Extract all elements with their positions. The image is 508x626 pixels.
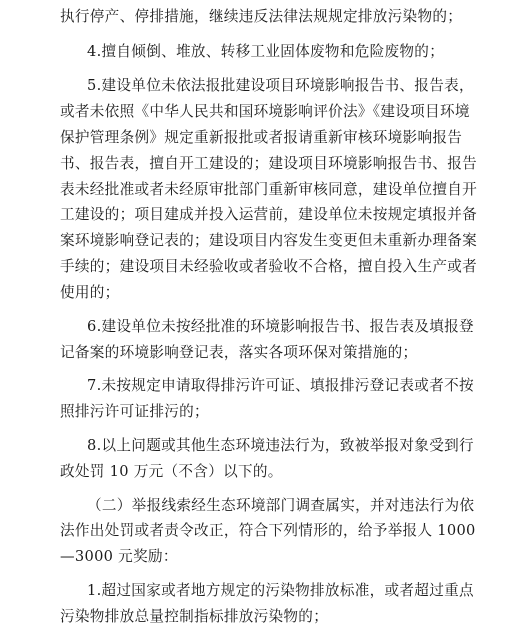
list-item-6: 6.建设单位未按经批准的环境影响报告书、报告表及填报登 [87,318,474,335]
text-line: —3000 元奖励： [60,548,178,565]
text-line: 或者未依照《中华人民共和国环境影响评价法》《建设项目环境 [60,103,470,120]
text-line: 法作出处罚或者责令改正，符合下列情形的，给予举报人 1000 [60,522,476,539]
text-line: 执行停产、停排措施，继续违反法律法规规定排放污染物的； [60,8,463,25]
text-line: 政处罚 10 万元（不含）以下的。 [60,463,283,480]
list-item-5: 5.建设单位未依法报批建设项目环境影响报告书、报告表， [87,77,474,94]
text-line: 使用的； [60,284,120,301]
text-line: 表未经批准或者未经原审批部门重新审核同意，建设单位擅自开 [60,181,478,198]
text-line: 保护管理条例》规定重新报批或者报请重新审核环境影响报告 [60,129,463,146]
text-line: 案环境影响登记表的；建设项目内容发生变更但未重新办理备案 [60,232,478,249]
text-line: 工建设的；项目建成并投入运营前，建设单位未按规定填报并备 [60,206,478,223]
text-line: 记备案的环境影响登记表，落实各项环保对策措施的； [60,344,418,361]
list-item-8: 8.以上问题或其他生态环境违法行为，致被举报对象受到行 [87,437,474,454]
list-item-4: 4.擅自倾倒、堆放、转移工业固体废物和危险废物的； [87,43,445,60]
text-line: 照排污许可证排污的； [60,403,209,420]
text-line: 污染物排放总量控制指标排放污染物的； [60,608,329,625]
text-line: 书、报告表，擅自开工建设的；建设项目环境影响报告书、报告 [60,155,478,172]
list-item-1: 1.超过国家或者地方规定的污染物排放标准，或者超过重点 [87,582,474,599]
text-line: 手续的；建设项目未经验收或者验收不合格，擅自投入生产或者 [60,258,478,275]
section-heading-2: （二）举报线索经生态环境部门调查属实，并对违法行为依 [87,497,475,514]
list-item-7: 7.未按规定申请取得排污许可证、填报排污登记表或者不按 [87,377,474,394]
